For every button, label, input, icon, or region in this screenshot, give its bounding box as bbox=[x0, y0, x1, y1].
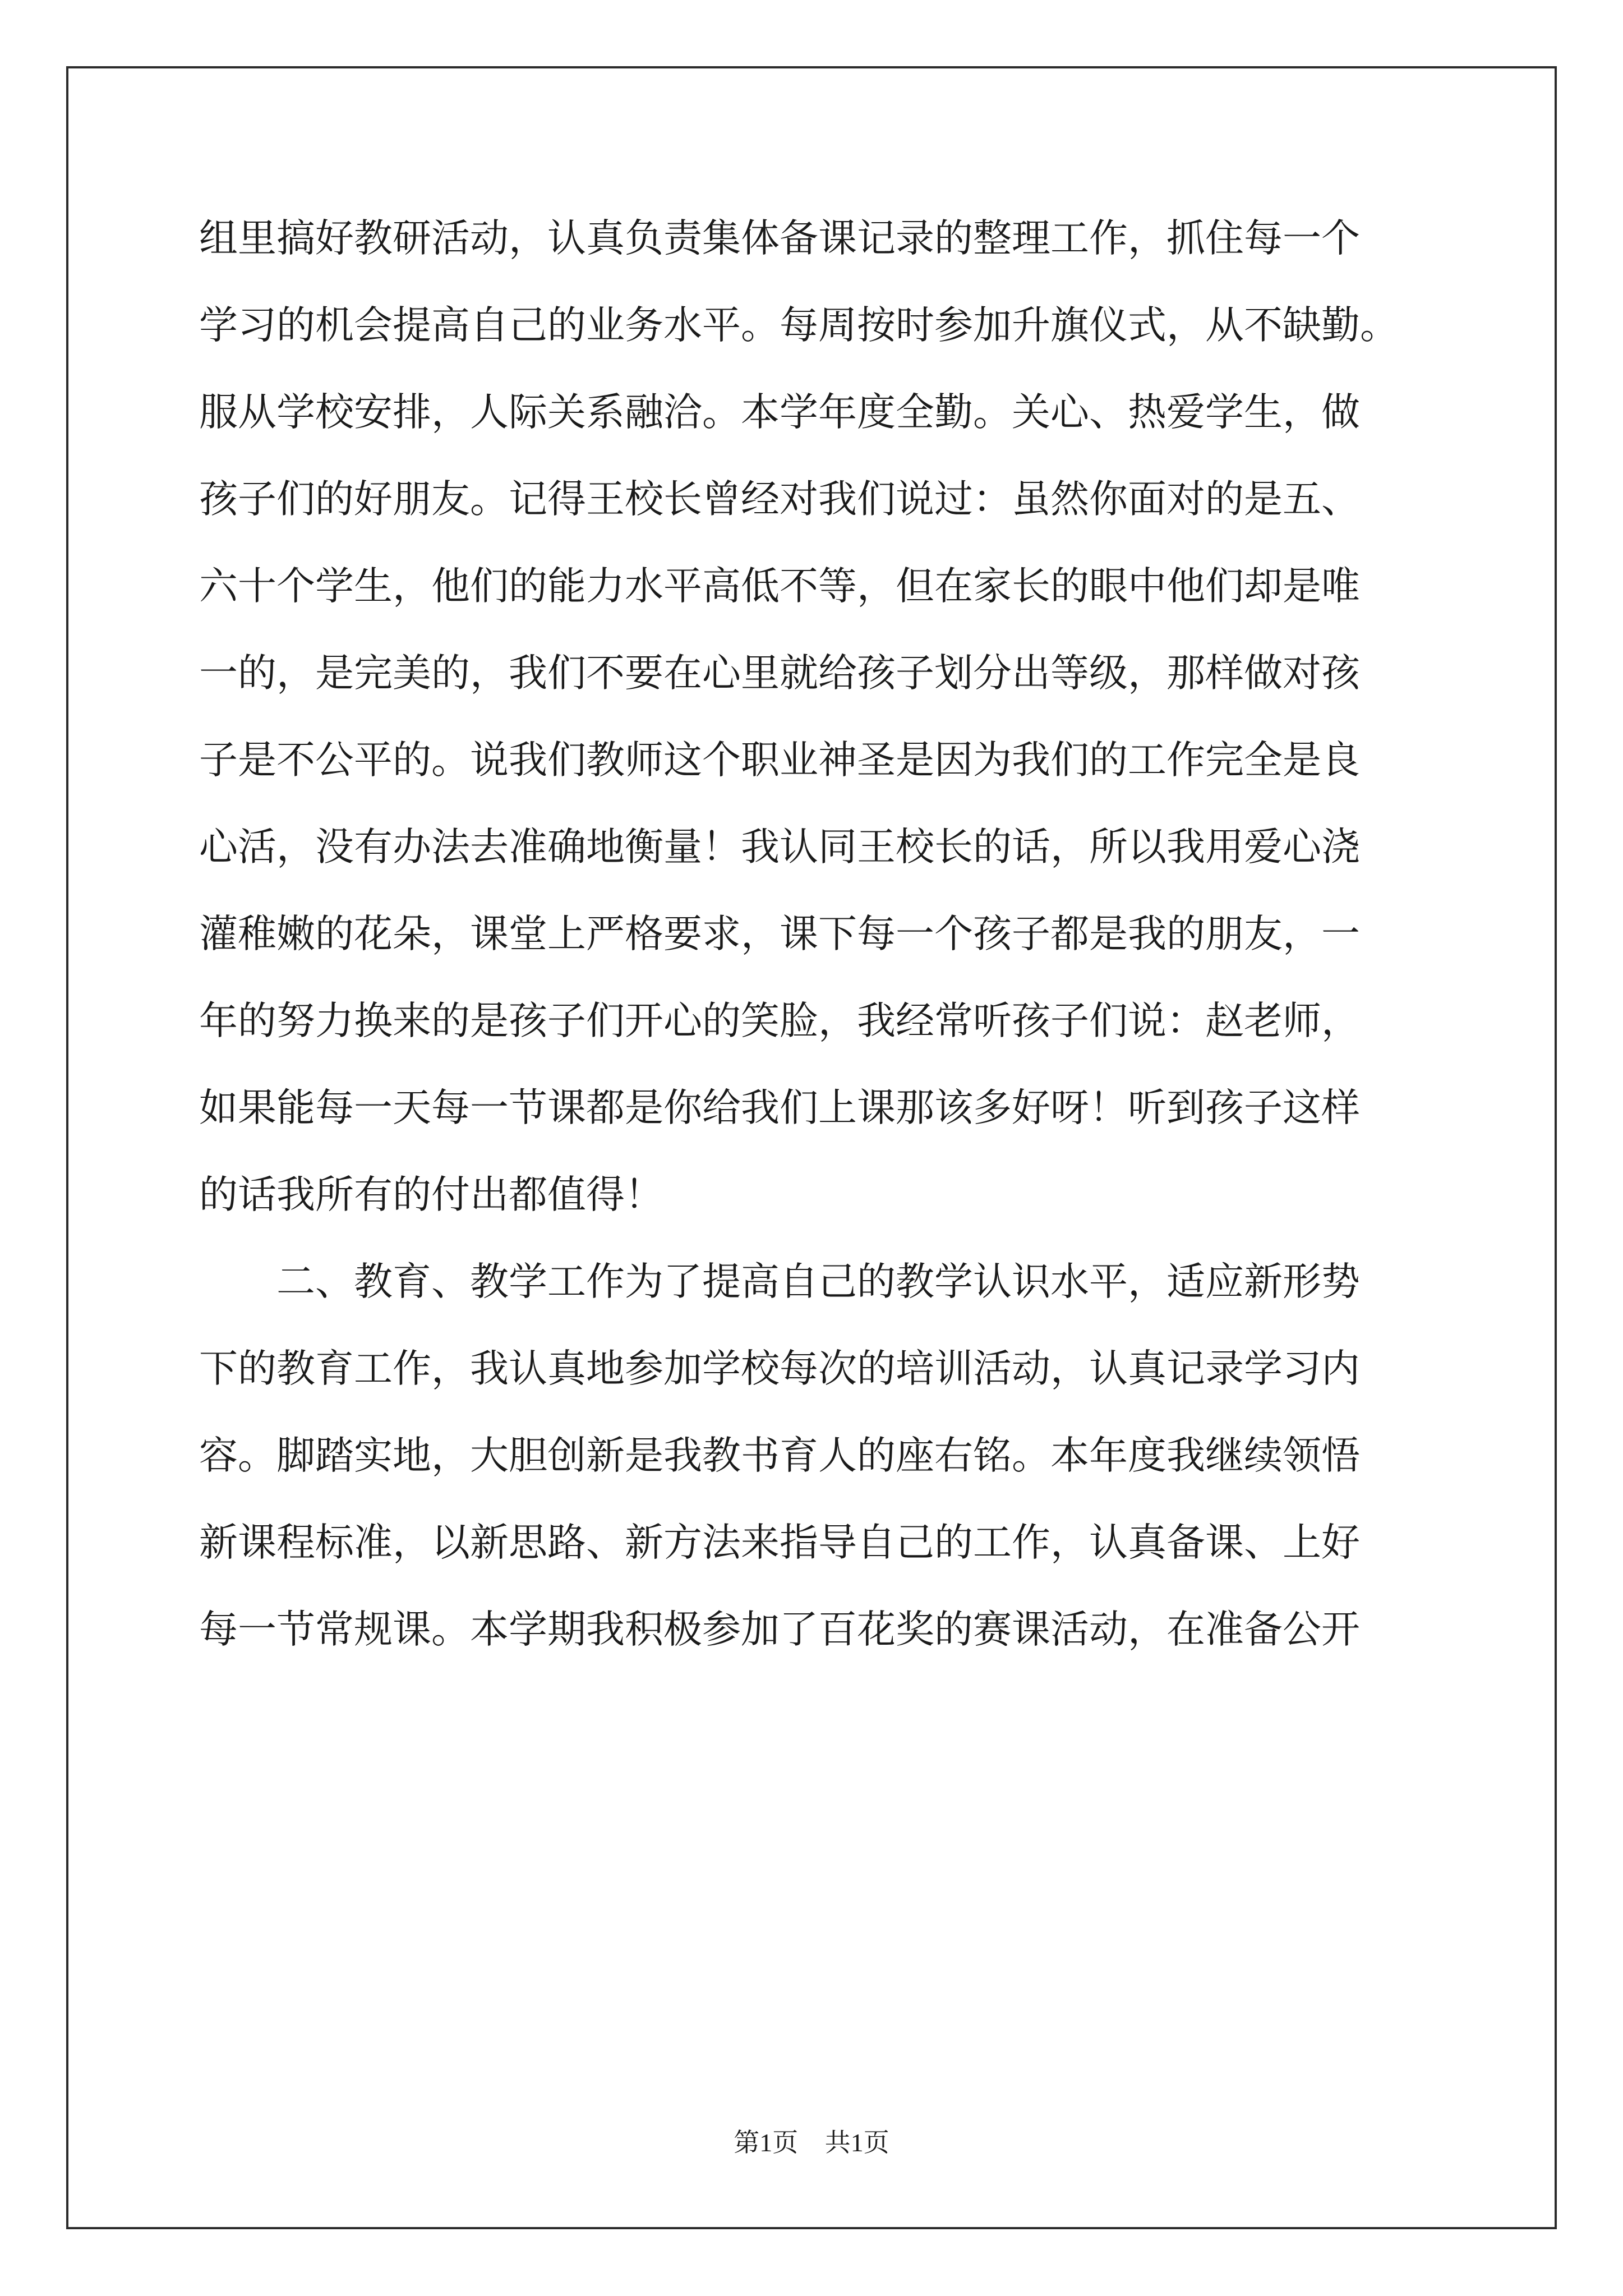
text-line: 二、教育、教学工作为了提高自己的教学认识水平，适应新形势 bbox=[199, 1259, 1360, 1304]
text-line: 新课程标准，以新思路、新方法来指导自己的工作，认真备课、上好 bbox=[199, 1520, 1360, 1565]
text-line: 一的，是完美的，我们不要在心里就给孩子划分出等级，那样做对孩 bbox=[199, 651, 1360, 696]
page-number: 第1页 bbox=[734, 2128, 799, 2157]
text-line: 学习的机会提高自己的业务水平。每周按时参加升旗仪式，从不缺勤。 bbox=[199, 303, 1399, 348]
text-line: 心活，没有办法去准确地衡量！我认同王校长的话，所以我用爱心浇 bbox=[199, 825, 1360, 869]
page-total: 共1页 bbox=[824, 2128, 889, 2157]
text-line: 孩子们的好朋友。记得王校长曾经对我们说过：虽然你面对的是五、 bbox=[199, 477, 1360, 522]
text-line: 灌稚嫩的花朵，课堂上严格要求，课下每一个孩子都是我的朋友，一 bbox=[199, 912, 1360, 956]
text-line: 组里搞好教研活动，认真负责集体备课记录的整理工作，抓住每一个 bbox=[199, 216, 1360, 261]
text-line: 服从学校安排，人际关系融洽。本学年度全勤。关心、热爱学生，做 bbox=[199, 390, 1360, 435]
text-line: 年的努力换来的是孩子们开心的笑脸，我经常听孩子们说：赵老师， bbox=[199, 999, 1360, 1043]
text-line: 如果能每一天每一节课都是你给我们上课那该多好呀！听到孩子这样 bbox=[199, 1085, 1360, 1130]
text-line: 六十个学生，他们的能力水平高低不等，但在家长的眼中他们却是唯 bbox=[199, 564, 1360, 609]
text-line: 每一节常规课。本学期我积极参加了百花奖的赛课活动，在准备公开 bbox=[199, 1607, 1360, 1652]
page-footer bbox=[0, 2126, 1623, 2160]
text-line: 下的教育工作，我认真地参加学校每次的培训活动，认真记录学习内 bbox=[199, 1346, 1360, 1391]
text-line: 容。脚踏实地，大胆创新是我教书育人的座右铭。本年度我继续领悟 bbox=[199, 1433, 1360, 1478]
text-line: 的话我所有的付出都值得！ bbox=[199, 1172, 663, 1217]
text-line: 子是不公平的。说我们教师这个职业神圣是因为我们的工作完全是良 bbox=[199, 738, 1360, 783]
